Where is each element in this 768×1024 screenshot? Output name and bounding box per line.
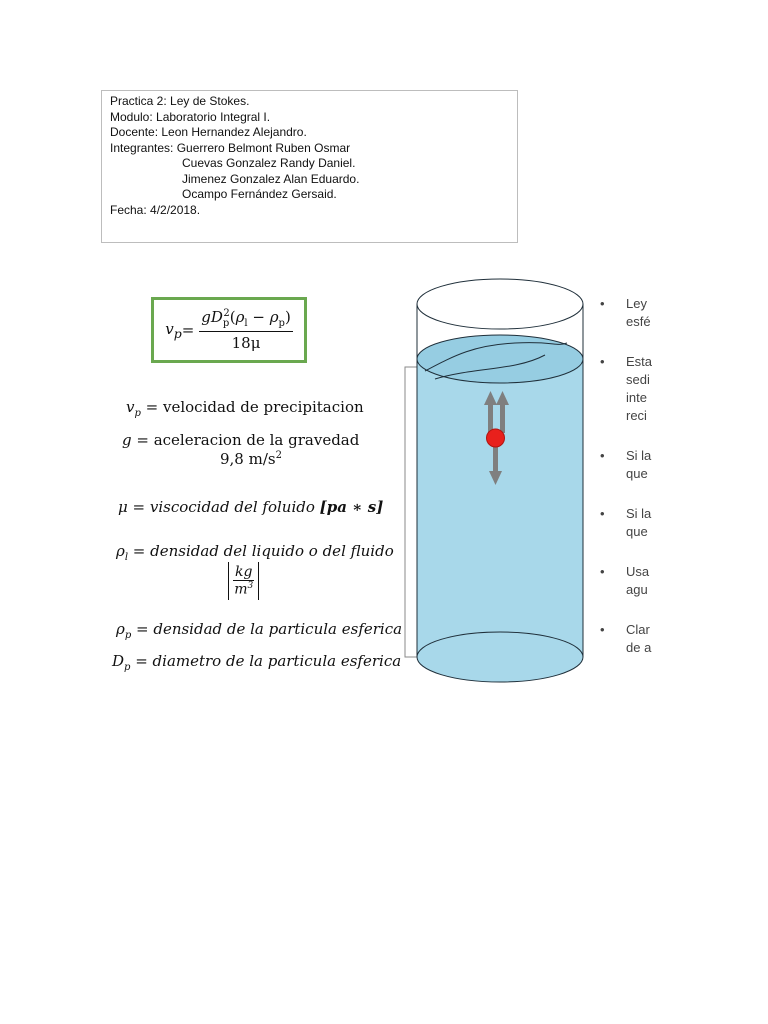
cylinder-bottom [417,632,583,682]
def-gravity-value: 9,8 $m/s^2$ [220,450,282,468]
stokes-formula-box [151,297,307,363]
teacher-line: Docente: Leon Hernandez Alejandro. [110,125,307,139]
def-density-unit: $\frac{kg}{m^3}$ [228,562,259,600]
def-particle-density: $\rho_p$ = densidad de la particula esferica [116,620,403,641]
bullet-item: • Clar de a [600,622,652,655]
formula-fraction [199,308,293,352]
module-line: Modulo: Laboratorio Integral I. [110,109,271,124]
def-gravity: g = aceleracion de la gravedad [122,431,360,449]
formula-lhs: $v_p$ [165,319,182,341]
header-info-box [101,90,518,243]
bullet-item: • Si la que [600,448,652,481]
def-velocity: $v_p$ = velocidad de precipitacion [126,398,364,419]
date-line: Fecha: 4/2/2018. [110,202,201,217]
formula-denominator: 18μ [231,334,261,352]
member-line: Jimenez Gonzalez Alan Eduardo. [182,171,360,186]
particle-sphere [487,429,505,447]
bullet-list [600,295,653,679]
practice-title: Practica 2: Ley de Stokes. [110,94,250,108]
cylinder-top-rim [417,279,583,329]
formula-equals: = [181,321,195,339]
liquid-surface [417,335,583,383]
bullet-item: • Usa agu [600,564,650,597]
def-viscosity: μ = viscocidad del foluido [pa ∗ s] [118,498,384,516]
def-particle-diameter: $D_p$ = diametro de la particula esferica [112,652,402,673]
bullet-item: • Si la que [600,506,652,539]
member-line: Cuevas Gonzalez Randy Daniel. [182,156,356,170]
formula-numerator: $gD_p^2(\rho_l - \rho_p)$ [199,308,293,332]
side-bracket [405,367,417,657]
member-line: Ocampo Fernández Gersaid. [182,187,337,201]
bullet-item: • Ley esfé [600,296,651,329]
stokes-cylinder-illustration [395,275,595,687]
members-line: Integrantes: Guerrero Belmont Ruben Osmar [110,140,351,155]
def-liquid-density: $\rho_l$ = densidad del liquido o del fluido [116,542,394,563]
bullet-item: • Esta sedi inte reci [600,354,653,423]
